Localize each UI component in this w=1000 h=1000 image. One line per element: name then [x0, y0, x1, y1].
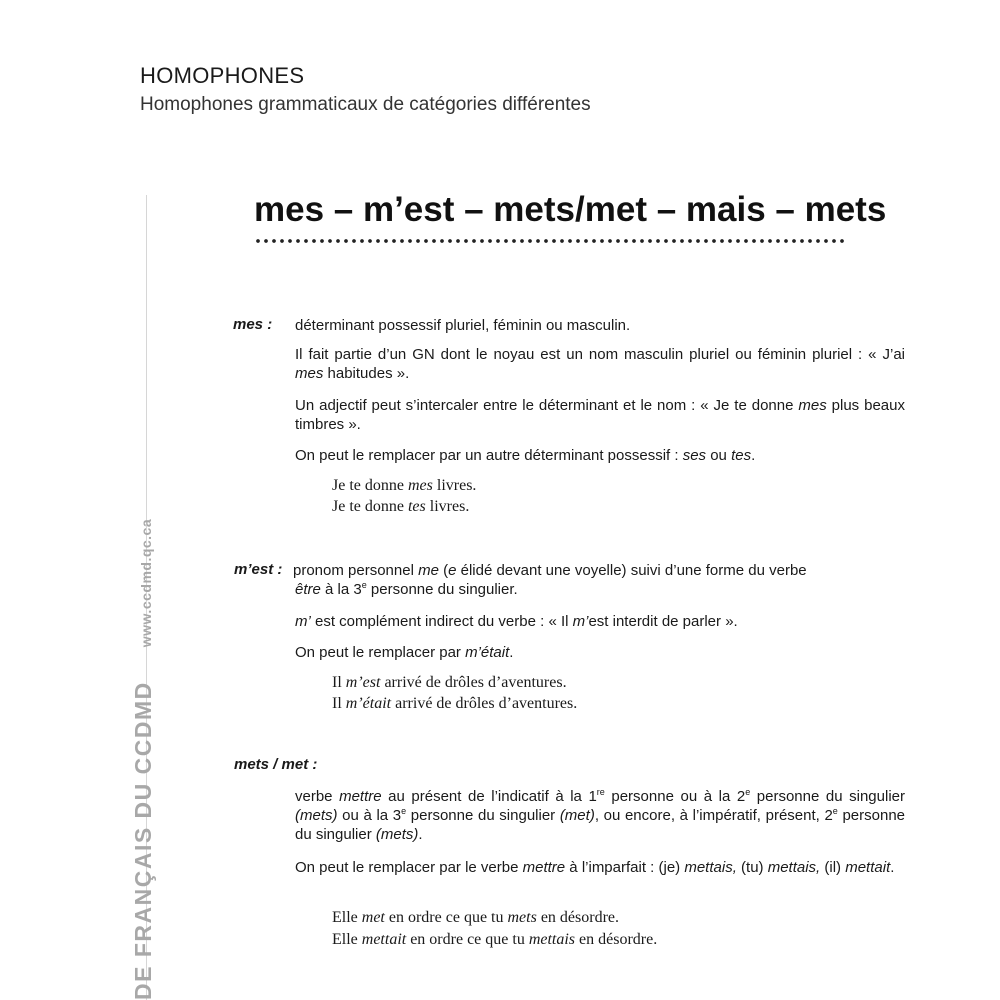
- mets-example-1: Elle met en ordre ce que tu mets en désordre.: [332, 909, 619, 926]
- mes-example-1: Je te donne mes livres.: [332, 477, 477, 494]
- mes-paragraph-3: On peut le remplacer par un autre déterminant possessif : ses ou tes.: [295, 447, 756, 464]
- term-mest: m’est :: [234, 561, 283, 578]
- mets-paragraph-1: verbe mettre au présent de l’indicatif à la 1re personne ou à la 2e personne du singulier (mets) ou à la 3e personne du singulier (met), ou encore, à l’impératif, présent, 2e personne du singulier (mets).: [295, 787, 906, 843]
- mes-paragraph-1: Il fait partie d’un GN dont le noyau est un nom masculin pluriel ou féminin pluriel : « J’ai mes habitudes ».: [295, 346, 905, 382]
- sidebar-publisher: DE FRANÇAIS DU CCDMD: [130, 681, 156, 1000]
- mes-definition: déterminant possessif pluriel, féminin ou masculin.: [295, 317, 631, 334]
- sidebar-vertical-text: [130, 519, 157, 1000]
- title-dotted-rule: [254, 238, 846, 244]
- mest-example-2: Il m’était arrivé de drôles d’aventures.: [332, 695, 578, 712]
- mets-paragraph-2: On peut le remplacer par le verbe mettre à l’imparfait : (je) mettais, (tu) mettais, (il) mettait.: [295, 859, 895, 876]
- term-mes: mes :: [233, 316, 273, 333]
- mes-paragraph-2: Un adjectif peut s’intercaler entre le déterminant et le nom : « Je te donne mes plus beaux timbres ».: [295, 397, 905, 433]
- header-subtitle: Homophones grammaticaux de catégories différentes: [140, 94, 591, 115]
- page-title: mes – m’est – mets/met – mais – mets: [254, 190, 887, 229]
- header-title: HOMOPHONES: [140, 63, 305, 88]
- mest-definition-2: être à la 3e personne du singulier.: [295, 580, 518, 598]
- mest-example-1: Il m’est arrivé de drôles d’aventures.: [332, 674, 567, 691]
- mets-example-2: Elle mettait en ordre ce que tu mettais en désordre.: [332, 931, 658, 948]
- mes-example-2: Je te donne tes livres.: [332, 498, 470, 515]
- term-mets-met: mets / met :: [234, 756, 318, 773]
- sidebar-url: www.ccdmd.qc.ca: [138, 518, 154, 648]
- mest-definition: pronom personnel me (e élidé devant une voyelle) suivi d’une forme du verbe: [293, 562, 807, 579]
- mest-paragraph-1: m’ est complément indirect du verbe : « Il m’est interdit de parler ».: [295, 613, 738, 630]
- mest-paragraph-2: On peut le remplacer par m’était.: [295, 644, 514, 661]
